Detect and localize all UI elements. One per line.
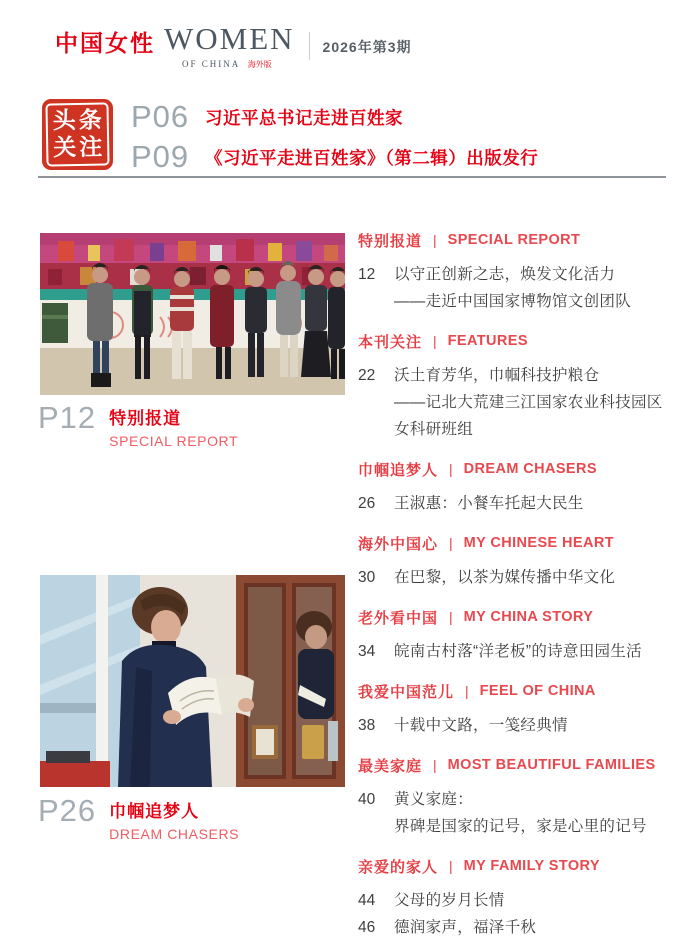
masthead bbox=[55, 21, 412, 72]
feature-caption-p26 bbox=[38, 795, 239, 842]
headline-seal bbox=[42, 99, 113, 170]
section-heading bbox=[358, 755, 673, 775]
photo-dream-chasers bbox=[40, 575, 345, 787]
issue-number: 2026年第3期 bbox=[322, 39, 412, 55]
entry-subtitle: 界碑是国家的记号，家是心里的记号 bbox=[394, 818, 647, 835]
section-separator: | bbox=[449, 535, 453, 551]
entry-subtitle: ——记北大荒建三江国家农业科技园区女科研班组 bbox=[394, 394, 663, 438]
photo-special-report-art bbox=[40, 233, 345, 395]
toc-entry bbox=[358, 490, 673, 517]
section-heading bbox=[358, 681, 673, 701]
entry-page-number: 26 bbox=[358, 495, 376, 512]
section-title-cn: 海外中国心 bbox=[358, 535, 439, 553]
entry-page-number: 38 bbox=[358, 717, 376, 734]
section-title-en: MY CHINA STORY bbox=[463, 609, 594, 625]
entry-title: 皖南古村落“洋老板”的诗意田园生活 bbox=[394, 643, 642, 660]
section-heading bbox=[358, 459, 673, 479]
logo-english-sub bbox=[164, 54, 295, 72]
edition-label: 海外版 bbox=[247, 60, 272, 70]
section-separator: | bbox=[433, 232, 437, 248]
toc-section-my-chinese-heart bbox=[358, 533, 673, 591]
toc-entry bbox=[358, 914, 673, 939]
section-title-cn: 特别报道 bbox=[358, 232, 423, 250]
section-separator: | bbox=[433, 757, 437, 773]
feature-title-en: SPECIAL REPORT bbox=[109, 433, 239, 449]
masthead-divider bbox=[309, 32, 310, 60]
headline-row bbox=[131, 140, 538, 174]
toc-entry bbox=[358, 786, 673, 840]
section-title-cn: 我爱中国范儿 bbox=[358, 683, 455, 701]
entry-page-number: 44 bbox=[358, 892, 376, 909]
feature-caption-p12 bbox=[38, 402, 238, 449]
logo-english-women: WOMEN bbox=[164, 21, 295, 56]
feature-title-cn: 特别报道 bbox=[109, 409, 182, 428]
entry-title: 在巴黎，以茶为媒传播中华文化 bbox=[394, 569, 616, 586]
toc-section-my-family-story bbox=[358, 856, 673, 939]
toc-entry bbox=[358, 712, 673, 739]
entry-page-number: 34 bbox=[358, 643, 376, 660]
section-title-en: MOST BEAUTIFUL FAMILIES bbox=[447, 757, 656, 773]
section-title-en: MY CHINESE HEART bbox=[463, 535, 615, 551]
section-title-en: FEEL OF CHINA bbox=[479, 683, 596, 699]
toc-section-features bbox=[358, 331, 673, 443]
section-title-en: MY FAMILY STORY bbox=[463, 858, 600, 874]
photo-special-report bbox=[40, 233, 345, 395]
toc-entry bbox=[358, 564, 673, 591]
section-title-en: FEATURES bbox=[447, 333, 528, 349]
horizontal-rule bbox=[38, 176, 666, 178]
section-title-cn: 巾帼追梦人 bbox=[358, 461, 439, 479]
entry-page-number: 22 bbox=[358, 367, 376, 384]
entry-page-number: 46 bbox=[358, 919, 376, 936]
section-title-cn: 本刊关注 bbox=[358, 333, 423, 351]
feature-title-en: DREAM CHASERS bbox=[109, 826, 240, 842]
seal-text bbox=[45, 102, 109, 166]
headline-page-ref: P06 bbox=[131, 99, 190, 134]
section-title-en: DREAM CHASERS bbox=[463, 461, 597, 477]
seal-line-1: 头条 bbox=[52, 106, 105, 135]
section-separator: | bbox=[449, 461, 453, 477]
section-title-cn: 老外看中国 bbox=[358, 609, 439, 627]
feature-caption-text bbox=[109, 797, 239, 842]
section-heading bbox=[358, 230, 673, 250]
headline-title: 习近平总书记走进百姓家 bbox=[205, 107, 403, 128]
section-heading bbox=[358, 533, 673, 553]
feature-page-ref: P26 bbox=[38, 793, 97, 828]
entry-title: 沃土育芳华，巾帼科技护粮仓 bbox=[394, 367, 600, 384]
entry-title: 以守正创新之志，焕发文化活力 bbox=[394, 266, 616, 283]
toc-entry bbox=[358, 887, 673, 914]
toc-section-dream-chasers bbox=[358, 459, 673, 517]
toc-section-my-china-story bbox=[358, 607, 673, 665]
entry-page-number: 30 bbox=[358, 569, 376, 586]
entry-title: 王淑惠：小餐车托起大民生 bbox=[394, 495, 584, 512]
section-heading bbox=[358, 331, 673, 351]
section-title-cn: 亲爱的家人 bbox=[358, 858, 439, 876]
toc-entry bbox=[358, 261, 673, 315]
section-separator: | bbox=[465, 683, 469, 699]
entry-subtitle: ——走近中国国家博物馆文创团队 bbox=[394, 293, 632, 310]
toc-section-most-beautiful-families bbox=[358, 755, 673, 840]
entry-title: 十载中文路，一笺经典情 bbox=[394, 717, 568, 734]
logo-english bbox=[164, 21, 295, 72]
toc-entry bbox=[358, 638, 673, 665]
entry-title: 父母的岁月长情 bbox=[394, 892, 505, 909]
seal-line-2: 关注 bbox=[52, 133, 106, 161]
entry-title: 德润家声，福泽千秋 bbox=[394, 919, 537, 936]
headline-row bbox=[131, 100, 403, 134]
feature-caption-text bbox=[109, 404, 238, 449]
headline-title: 《习近平走进百姓家》（第二辑）出版发行 bbox=[205, 147, 539, 168]
toc-section-feel-of-china bbox=[358, 681, 673, 739]
toc-column bbox=[358, 230, 673, 939]
section-title-cn: 最美家庭 bbox=[358, 757, 423, 775]
section-heading bbox=[358, 856, 673, 876]
headline-page-ref: P09 bbox=[131, 139, 190, 174]
section-separator: | bbox=[433, 333, 437, 349]
section-title-en: SPECIAL REPORT bbox=[447, 232, 581, 248]
entry-title: 黄义家庭： bbox=[394, 791, 474, 808]
toc-section-special-report bbox=[358, 230, 673, 315]
logo-chinese: 中国女性 bbox=[55, 30, 155, 56]
section-separator: | bbox=[449, 858, 453, 874]
logo-of-china: OF CHINA bbox=[182, 59, 241, 70]
entry-page-number: 40 bbox=[358, 791, 376, 808]
section-heading bbox=[358, 607, 673, 627]
entry-page-number: 12 bbox=[358, 266, 376, 283]
feature-page-ref: P12 bbox=[38, 400, 97, 435]
toc-entry bbox=[358, 362, 673, 443]
section-separator: | bbox=[449, 609, 453, 625]
feature-title-cn: 巾帼追梦人 bbox=[109, 802, 200, 821]
photo-dream-chasers-art bbox=[40, 575, 345, 787]
